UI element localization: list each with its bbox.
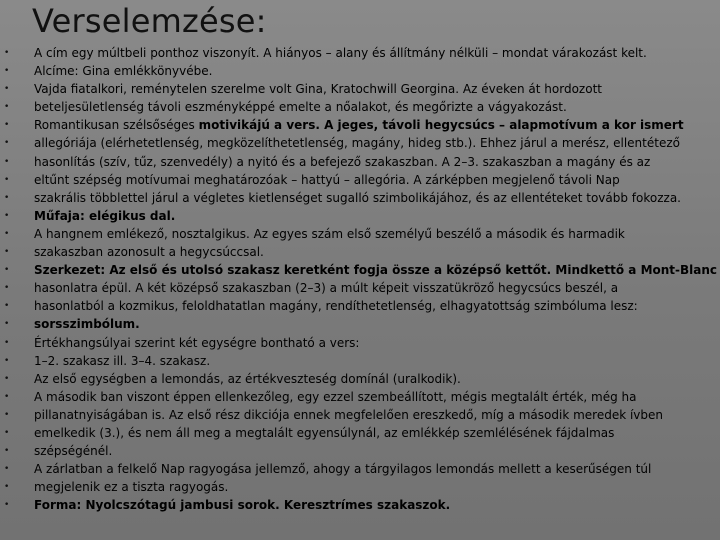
bullet-item — [0, 225, 720, 243]
bullet-glyph: • — [4, 265, 10, 276]
bullet-glyph: • — [4, 355, 10, 366]
bullet-item — [0, 496, 720, 514]
bullet-glyph: • — [4, 120, 10, 131]
bullet-item — [0, 80, 720, 98]
bullet-item — [0, 352, 720, 370]
bullet-item — [0, 189, 720, 207]
bullet-text: hasonlatra épül. A két középső szakaszban (2–3) a múlt képeit visszatükröző hegycsúcs beszél, a — [34, 281, 619, 296]
bullet-item — [0, 261, 720, 279]
bullet-text: szakrális többlettel járul a végletes kietlenséget sugalló szimbolikájához, és az ellentéteket tovább fokozza. — [34, 190, 681, 205]
bullet-item — [0, 424, 720, 442]
bullet-text: sorsszimbólum. — [34, 317, 140, 332]
bullet-item — [0, 243, 720, 261]
bullet-glyph: • — [4, 66, 10, 77]
bullet-glyph: • — [4, 373, 10, 384]
bullet-text: A cím egy múltbeli ponthoz viszonyít. A hiányos – alany és állítmány nélküli – mondat várakozást kelt. — [34, 46, 647, 60]
bullet-item — [0, 334, 720, 352]
bullet-glyph: • — [4, 301, 10, 312]
bullet-glyph: • — [4, 391, 10, 402]
bullet-glyph: • — [4, 48, 10, 58]
bullet-item — [0, 44, 720, 62]
bullet-text: A második ban viszont éppen ellenkezőleg, egy ezzel szembeállított, mégis megtalált érték, még ha — [34, 389, 637, 404]
bullet-glyph: • — [4, 482, 10, 493]
bullet-text — [34, 116, 684, 134]
bullet-item — [0, 315, 720, 333]
bullet-glyph: • — [4, 464, 10, 475]
bullet-glyph: • — [4, 427, 10, 438]
bullet-text: Az első egységben a lemondás, az értékveszteség domínál (uralkodik). — [34, 371, 461, 386]
bullet-item — [0, 171, 720, 189]
bullet-glyph: • — [4, 446, 10, 457]
bullet-text: Műfaja: elégikus dal. — [34, 208, 176, 223]
bullet-text: Alcíme: Gina emlékkönyvébe. — [34, 64, 213, 79]
bullet-item — [0, 442, 720, 460]
bullet-glyph: • — [4, 319, 10, 330]
bullet-text-normal: Romantikusan szélsőséges — [34, 118, 199, 133]
bullet-glyph: • — [4, 84, 10, 95]
bullet-item — [0, 279, 720, 297]
bullet-glyph: • — [4, 192, 10, 203]
bullet-text: Vajda fiatalkori, reménytelen szerelme volt Gina, Kratochwill Georgina. Az éveken át hordozott — [34, 82, 602, 97]
slide-title: Verselemzése: — [32, 2, 267, 40]
bullet-item — [0, 388, 720, 406]
bullet-glyph: • — [4, 156, 10, 167]
bullet-item — [0, 153, 720, 171]
bullet-text: Forma: Nyolcszótagú jambusi sorok. Keresztrímes szakaszok. — [34, 498, 451, 513]
bullet-glyph: • — [4, 102, 10, 113]
bullet-item — [0, 134, 720, 152]
bullet-text: megjelenik ez a tiszta ragyogás. — [34, 480, 229, 495]
bullet-glyph: • — [4, 210, 10, 221]
bullet-glyph: • — [4, 337, 10, 348]
bullet-glyph: • — [4, 247, 10, 258]
bullet-item — [0, 297, 720, 315]
bullet-item — [0, 207, 720, 225]
bullet-text: pillanatnyiságában is. Az első rész dikciója ennek megfelelően ereszkedő, míg a második meredek ívben — [34, 407, 664, 422]
bullet-text: hasonlatból a kozmikus, feloldhatatlan magány, rendíthetetlenség, elhagyatottság szimbóluma lesz: — [34, 299, 638, 314]
bullet-item — [0, 478, 720, 496]
bullet-text: hasonlítás (szív, tűz, szenvedély) a nyitó és a befejező szakaszban. A 2–3. szakaszban a magány és az — [34, 154, 651, 169]
bullet-text: szépségénél. — [34, 444, 113, 459]
bullet-text: Szerkezet: Az első és utolsó szakasz keretként fogja össze a középső kettőt. Mindkettő a Mont-Blanc — [34, 263, 718, 278]
bullet-list — [0, 44, 720, 514]
bullet-glyph: • — [4, 283, 10, 294]
bullet-item — [0, 116, 720, 134]
bullet-glyph: • — [4, 500, 10, 511]
bullet-item — [0, 460, 720, 478]
bullet-text: eltűnt szépség motívumai meghatározóak – hattyú – allegória. A zárképben megjelenő távoli Nap — [34, 172, 620, 187]
bullet-glyph: • — [4, 409, 10, 420]
bullet-item — [0, 98, 720, 116]
bullet-item — [0, 62, 720, 80]
bullet-glyph: • — [4, 138, 10, 149]
bullet-text: allegóriája (elérhetetlenség, megközelíthetetlenség, magány, hideg stb.). Ehhez járul a merész, ellentétező — [34, 136, 680, 151]
bullet-text-bold: motivikájú a vers. A jeges, távoli hegycsúcs – alapmotívum a kor ismert — [198, 118, 684, 133]
bullet-text: beteljesületlenség távoli eszményképpé emelte a nőalakot, és megőrizte a vágyakozást. — [34, 100, 567, 115]
bullet-glyph: • — [4, 228, 10, 239]
bullet-text: 1–2. szakasz ill. 3–4. szakasz. — [34, 353, 211, 368]
bullet-text: emelkedik (3.), és nem áll meg a megtalált egyensúlynál, az emlékkép szemlélésének fájdalmas — [34, 425, 615, 440]
bullet-glyph: • — [4, 174, 10, 185]
bullet-text: szakaszban azonosult a hegycsúccsal. — [34, 245, 264, 260]
bullet-text: A zárlatban a felkelő Nap ragyogása jellemző, ahogy a tárgyilagos lemondás mellett a keserűségen túl — [34, 462, 652, 477]
bullet-item — [0, 370, 720, 388]
bullet-item — [0, 406, 720, 424]
bullet-text: Értékhangsúlyai szerint két egységre bontható a vers: — [34, 335, 360, 350]
bullet-text: A hangnem emlékező, nosztalgikus. Az egyes szám első személyű beszélő a második és harmadik — [34, 226, 625, 241]
